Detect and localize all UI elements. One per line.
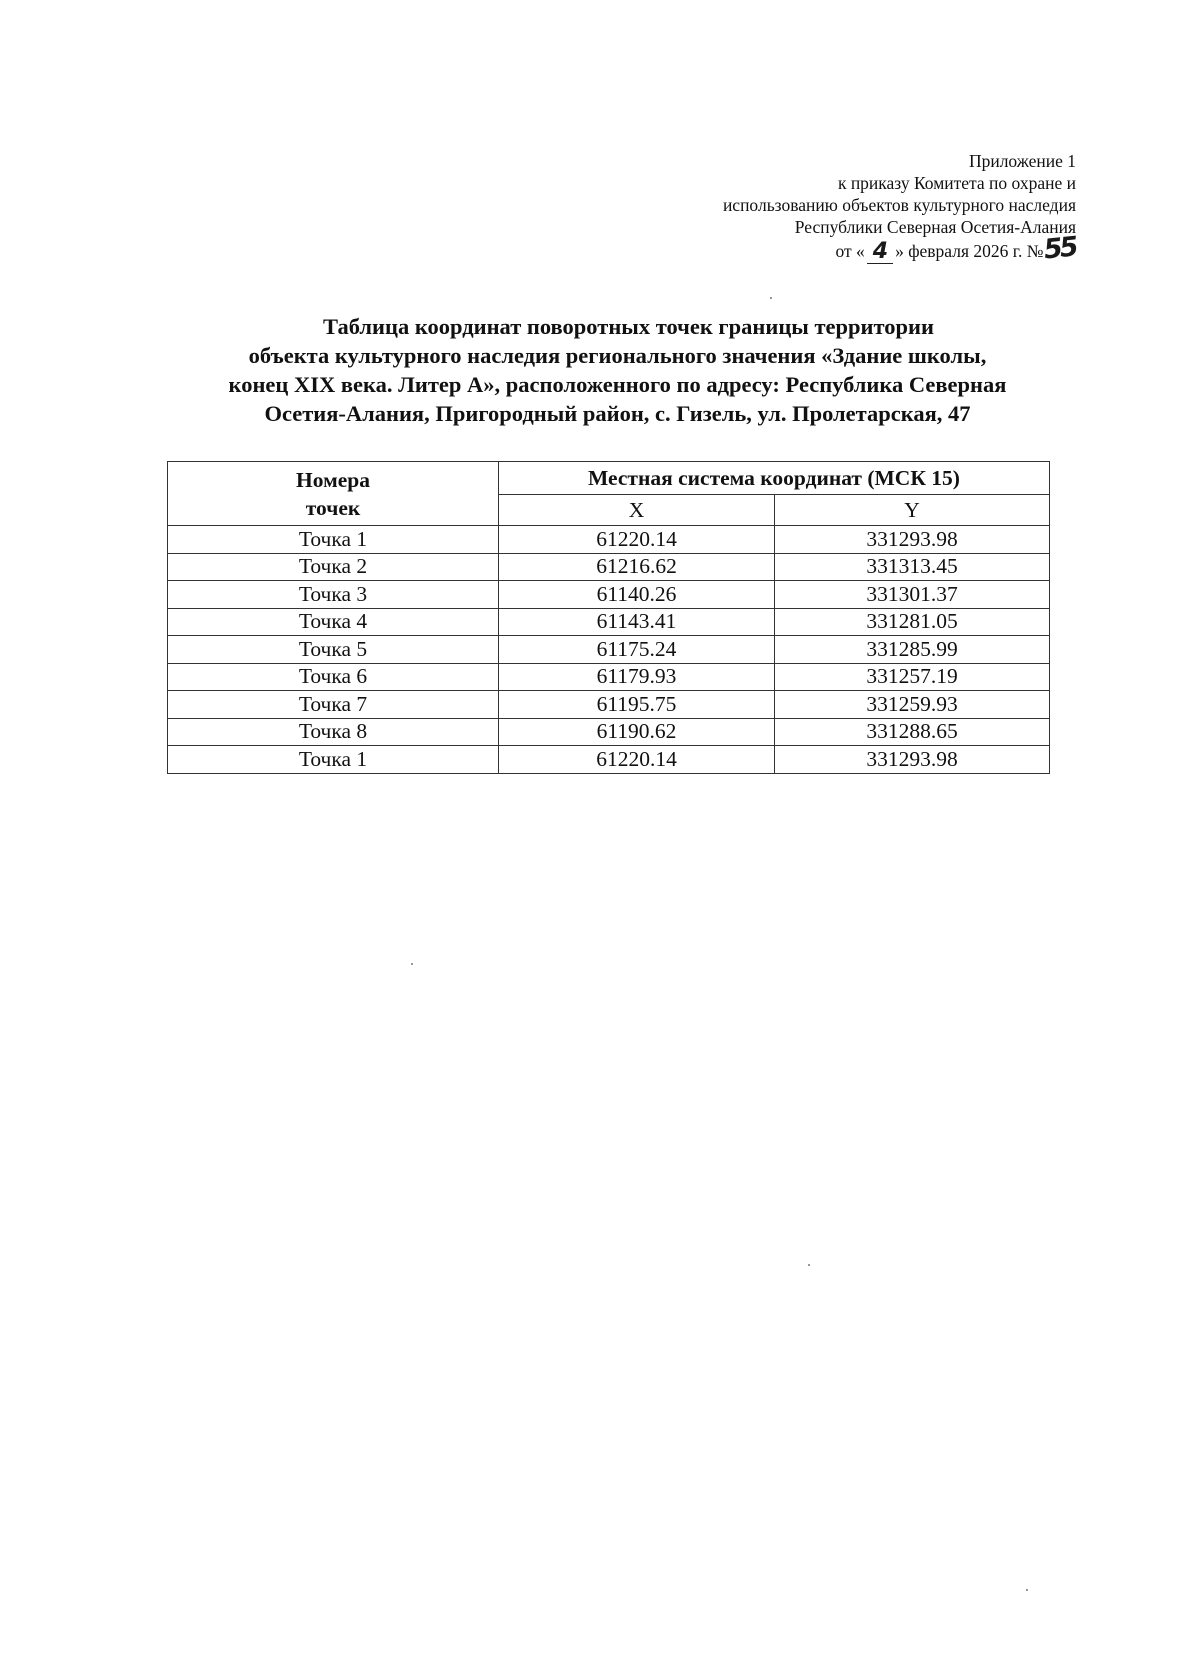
y-cell: 331293.98 — [775, 526, 1050, 554]
table-row — [168, 718, 1050, 746]
coordinates-table — [167, 461, 1050, 774]
point-cell: Точка 1 — [168, 526, 499, 554]
table-row — [168, 636, 1050, 664]
document-title — [165, 312, 1070, 428]
title-line-3: конец XIX века. Литер А», расположенного по адресу: Республика Северная — [228, 372, 1007, 397]
x-cell: 61143.41 — [499, 608, 775, 636]
table-row — [168, 553, 1050, 581]
table-row — [168, 691, 1050, 719]
appendix-line-2: к приказу Комитета по охране и — [837, 173, 1076, 193]
scan-speck — [411, 963, 413, 965]
title-line-1: Таблица координат поворотных точек границы территории — [323, 314, 934, 339]
x-cell: 61175.24 — [499, 636, 775, 664]
y-cell: 331259.93 — [775, 691, 1050, 719]
point-cell: Точка 2 — [168, 553, 499, 581]
header-points-line-2: точек — [305, 495, 361, 520]
date-prefix: от « — [835, 241, 865, 261]
appendix-line-1: Приложение 1 — [968, 151, 1076, 171]
y-cell: 331313.45 — [775, 553, 1050, 581]
table-row — [168, 581, 1050, 609]
scan-speck — [770, 297, 772, 299]
handwritten-order-number: 55 — [1042, 231, 1078, 266]
appendix-block — [556, 150, 1078, 266]
appendix-line-4: Республики Северная Осетия-Алания — [794, 217, 1076, 237]
scan-speck — [808, 1264, 810, 1266]
table-row — [168, 608, 1050, 636]
point-cell: Точка 7 — [168, 691, 499, 719]
y-cell: 331288.65 — [775, 718, 1050, 746]
appendix-line-3: использованию объектов культурного наследия — [722, 195, 1076, 215]
point-cell: Точка 3 — [168, 581, 499, 609]
table-row — [168, 663, 1050, 691]
scan-speck — [1026, 1589, 1028, 1591]
point-cell: Точка 1 — [168, 746, 499, 774]
title-line-2: объекта культурного наследия регионального значения «Здание школы, — [248, 343, 987, 368]
header-y: Y — [775, 495, 1050, 526]
x-cell: 61220.14 — [499, 526, 775, 554]
handwritten-day: 4 — [867, 241, 893, 264]
x-cell: 61179.93 — [499, 663, 775, 691]
y-cell: 331285.99 — [775, 636, 1050, 664]
y-cell: 331281.05 — [775, 608, 1050, 636]
y-cell: 331293.98 — [775, 746, 1050, 774]
title-line-4: Осетия-Алания, Пригородный район, с. Гизель, ул. Пролетарская, 47 — [264, 401, 971, 426]
x-cell: 61216.62 — [499, 553, 775, 581]
table-row — [168, 526, 1050, 554]
point-cell: Точка 6 — [168, 663, 499, 691]
header-point-numbers — [168, 462, 499, 526]
y-cell: 331257.19 — [775, 663, 1050, 691]
point-cell: Точка 4 — [168, 608, 499, 636]
point-cell: Точка 5 — [168, 636, 499, 664]
appendix-date-line — [556, 231, 1078, 266]
x-cell: 61140.26 — [499, 581, 775, 609]
table-row — [168, 746, 1050, 774]
x-cell: 61220.14 — [499, 746, 775, 774]
point-cell: Точка 8 — [168, 718, 499, 746]
x-cell: 61195.75 — [499, 691, 775, 719]
header-coordinate-system: Местная система координат (МСК 15) — [499, 462, 1050, 495]
header-points-line-1: Номера — [296, 467, 370, 492]
y-cell: 331301.37 — [775, 581, 1050, 609]
date-middle: » февраля 2026 г. № — [895, 241, 1044, 261]
x-cell: 61190.62 — [499, 718, 775, 746]
header-x: X — [499, 495, 775, 526]
table-header-row — [168, 462, 1050, 495]
